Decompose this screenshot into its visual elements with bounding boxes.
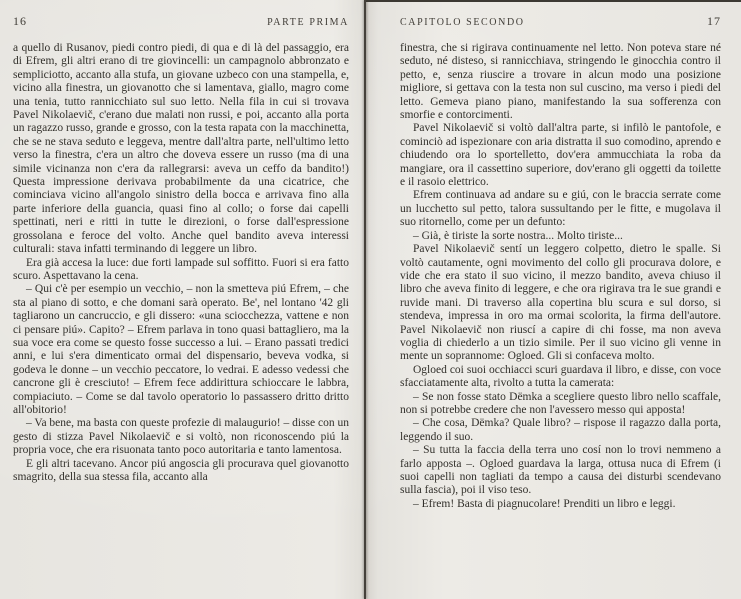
paragraph: a quello di Rusanov, piedi contro piedi, di qua e di là del passaggio, era di Efrem, gli altri erano di tre giovincelli: un campagnolo abbronzato e sempliciotto, accanto alla stufa, un giovane uzbeco con una stampella, e, vicino alla finestra, un giovanotto che si lamentava, giallo, magro come una tenia, tutto rannicchiato sul suo letto. Nella fila in cui si trovava Pavel Nikolaevič, c'erano due malati non russi, e poi, accanto alla porta un ragazzo russo, grande e grosso, con la testa rapata con la macchinetta, che se ne stava seduto e leggeva, mentre dall'altra parte, nell'ultimo letto verso la finestra, c'era un altro che doveva essere un russo (ma di una simile vicinanza non c'era da rallegrarsi: aveva un ceffo da bandito!) Questa impressione derivava probabilmente da una cicatrice, che cominciava vicino all'angolo sinistro della bocca e arrivava fino alla parte inferiore della guancia, quasi fino al collo; o forse dai capelli spettinati, neri e ritti in tutte le direzioni, o forse dall'espressione grossolana e feroce del volto. Anche quel bandito aveva interessi culturali: stava infatti terminando di leggere un libro. [13, 42, 349, 256]
left-running-header-title: PARTE PRIMA [267, 17, 349, 28]
right-page-top-edge-rule [366, 0, 741, 2]
left-running-head [13, 14, 349, 30]
paragraph: – Va bene, ma basta con queste profezie di malaugurio! – disse con un gesto di stizza Pavel Nikolaevič e si voltò, non riconoscendo piú la propria voce, che era risuonata tanto poco autoritaria e tanto lamentosa. [13, 417, 349, 457]
paragraph: – Già, è tiriste la sorte nostra... Molto tiriste... [413, 229, 623, 242]
left-page [13, 14, 349, 484]
right-page-number: 17 [707, 14, 721, 28]
paragraph: Pavel Nikolaevič sentí un leggero colpetto, dietro le spalle. Si voltò cautamente, ogni movimento del collo gli procurava dolore, e vide che era stato il suo vicino, il mezzo bandito, aveva chiuso il libro che aveva finito di leggere, e che ora rigirava tra le sue grandi e ruvide mani. Di traverso alla copertina blu scura e sul dorso, si stendeva, impressa in oro ma ormai scolorita, la firma dell'autore. Pavel Nikolaevič non riuscí a capire di chi fosse, ma non aveva voglia di chiederlo a un tizio simile. Per il suo vicino gli venne in mente un soprannome: Ogloed. Gli si confaceva molto. [400, 243, 721, 363]
paragraph: – Se non fosse stato Dëmka a scegliere questo libro nello scaffale, non si potrebbe credere che non l'avessero messo qui apposta! [400, 390, 721, 416]
left-page-body [13, 42, 349, 484]
paragraph: Era già accesa la luce: due forti lampade sul soffitto. Fuori si era fatto scuro. Aspettavano la cena. [13, 256, 349, 282]
paragraph: – Efrem! Basta di piagnucolare! Prenditi un libro e leggi. [413, 497, 676, 510]
page-gutter-divider [364, 0, 366, 599]
paragraph: Ogloed coi suoi occhiacci scuri guardava il libro, e disse, con voce sfacciatamente alta, rivolto a tutta la camerata: [400, 363, 721, 390]
paragraph: Efrem continuava ad andare su e giú, con le braccia serrate come un lucchetto sul petto, talora sussultando per le fitte, e mugolava il suo ritornello, come per un defunto: [400, 189, 721, 229]
paragraph: – Qui c'è per esempio un vecchio, – non la smetteva piú Efrem, – che sta al piano di sotto, e che domani sarà operato. Be', nel lontano '42 gli tagliarono un cancruccio, e gli dissero: «una sciocchezza, vattene e non ci pensare piú». Capito? – Efrem parlava in tono quasi battagliero, ma la sua voce era come se questo fosse successo a lui. – Erano passati tredici anni, e lui s'era dimenticato ormai del dispensario, beveva vodka, si godeva le donne – un vecchio peccatore, lo vedrai. E adesso vedessi che cancrone gli è cresciuto! – Efrem fece addirittura schioccare le labbra, compiaciuto. – Come se dal tavolo operatorio lo passassero dritto dritto all'obitorio! [13, 283, 349, 416]
paragraph: – Che cosa, Dëmka? Quale libro? – rispose il ragazzo dalla porta, leggendo il suo. [400, 417, 721, 443]
paragraph: – Su tutta la faccia della terra uno cosí non lo trovi nemmeno a farlo apposta –. Ogloed guardava la larga, ottusa nuca di Efrem (i suoi capelli non tagliati da tempo a causa dei disturbi scendevano sulla fascia), poi il viso teso. [400, 444, 721, 497]
right-page-body [400, 42, 721, 511]
paragraph: E gli altri tacevano. Ancor piú angoscia gli procurava quel giovanotto smagrito, della sua stessa fila, accanto alla [13, 457, 349, 483]
paragraph: finestra, che si rigirava continuamente nel letto. Non poteva stare né seduto, né disteso, si rannicchiava, stringendo le ginocchia contro il petto, e, senza riuscire a trovare in alcun modo una posizione migliore, si gettava con la testa non sul cuscino, ma verso i piedi del letto. Gemeva piano piano, manifestando la sua sofferenza con smorfie e contorcimenti. [400, 42, 721, 122]
right-running-header-title: CAPITOLO SECONDO [400, 17, 525, 28]
paragraph: Pavel Nikolaevič si voltò dall'altra parte, si infilò le pantofole, e cominciò ad ispezionare con aria distratta il suo comodino, aprendo e chiudendo ora lo sportelletto, dov'era ammucchiata la roba da mangiare, ora il cassettino superiore, dov'erano gli oggetti da toilette e il rasoio elettrico. [400, 122, 721, 189]
left-page-number: 16 [13, 14, 27, 28]
right-page [400, 14, 721, 511]
right-running-head [400, 14, 721, 30]
